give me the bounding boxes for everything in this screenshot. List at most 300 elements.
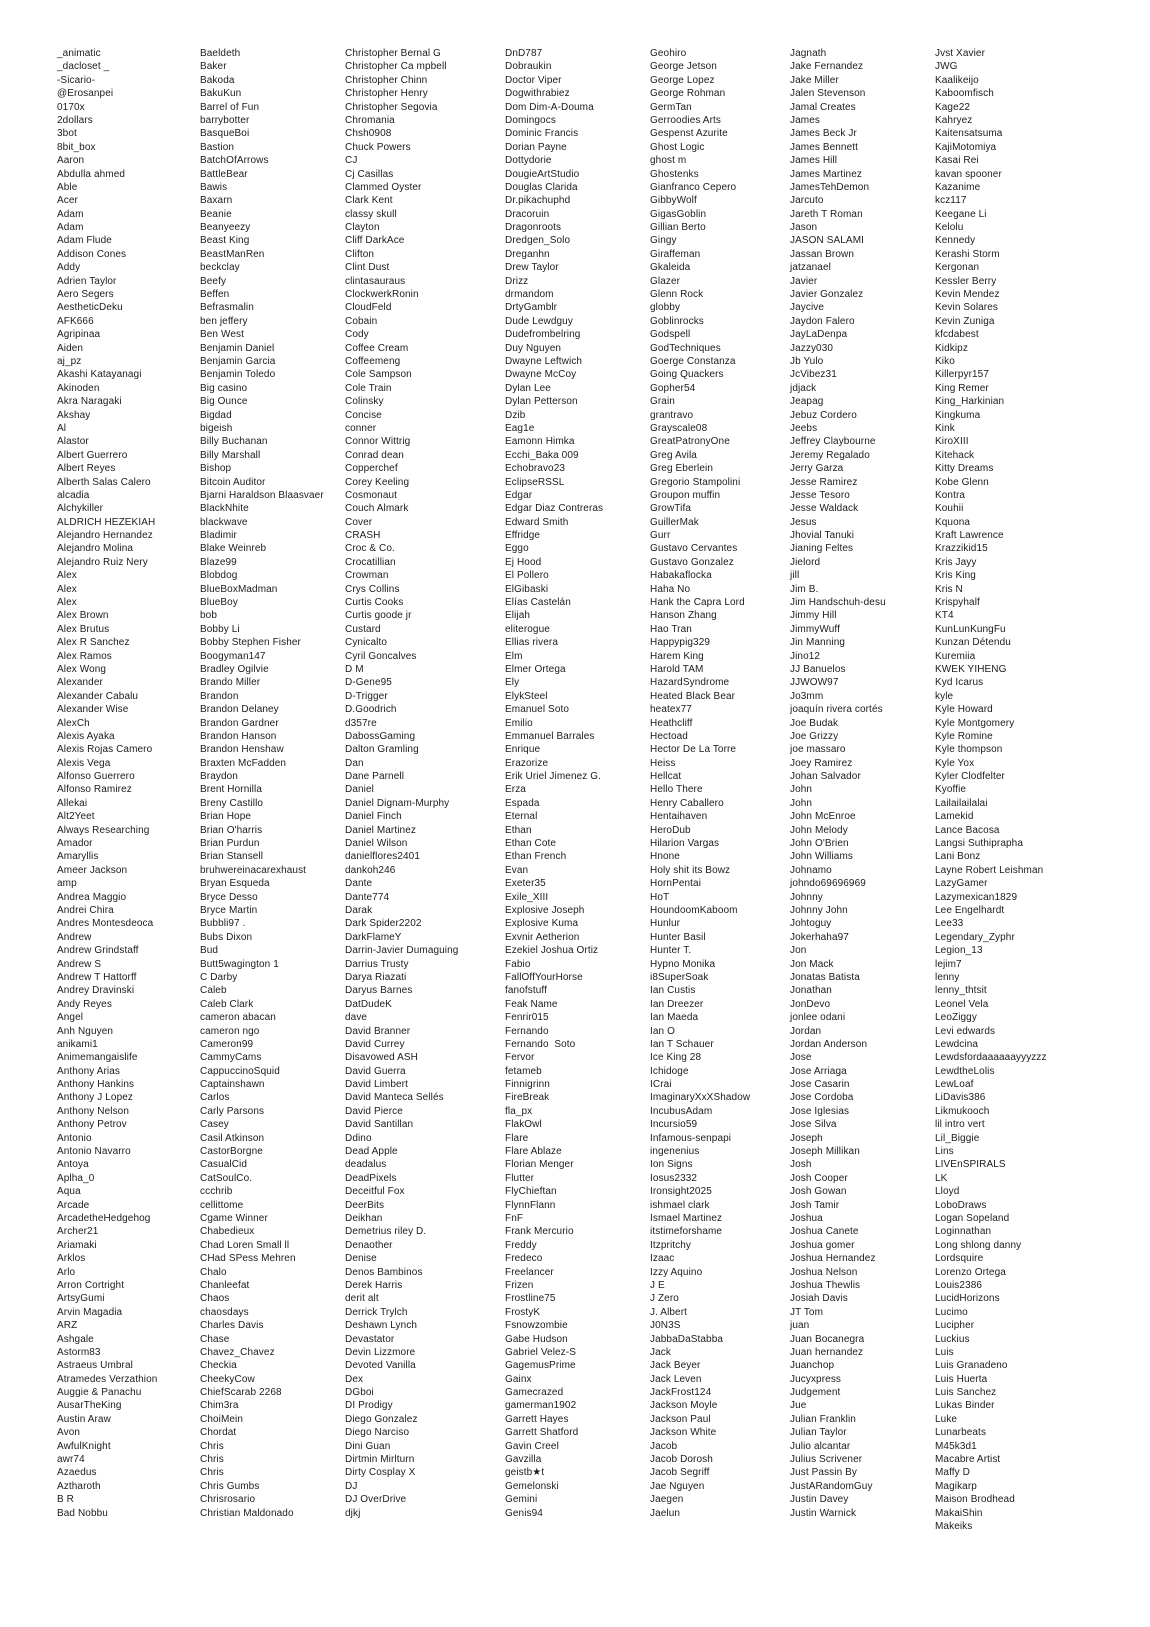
credit-name: Chavez_Chavez [200,1346,275,1358]
credit-name: Caleb [200,985,227,997]
credit-name: FlyChieftan [505,1186,557,1198]
credit-name: Heated Black Bear [650,690,736,702]
credit-name: Kerashi Storm [935,248,1000,260]
credit-name: Kyle Yox [935,757,975,769]
credit-name: Jeffrey Claybourne [790,436,876,448]
credit-name: Kaboomfisch [935,88,994,100]
credit-name: Charles Davis [200,1320,264,1332]
credit-name: Krispyhalf [935,597,980,609]
credit-name: Maffy D [935,1467,970,1479]
credit-name: Judgement [790,1387,841,1399]
credit-name: Jack Leven [650,1373,702,1385]
credit-name: Alex [57,583,77,595]
credit-name: Dr.pikachuphd [505,195,571,207]
credit-name: DJ [345,1480,358,1492]
credit-name: Eggo [505,543,529,555]
credit-name: Dead Apple [345,1146,398,1158]
credit-name: Kyle Montgomery [935,717,1015,729]
credit-name: Cliff DarkAce [345,235,405,247]
credit-name: Agripinaa [57,329,101,341]
credit-name: Jielord [790,556,821,568]
credit-name: kfcdabest [935,329,979,341]
credit-name: HazardSyndrome [650,677,730,689]
credit-name: Going Quackers [650,369,724,381]
credit-name: Kyle Howard [935,704,993,716]
credit-name: Avon [57,1427,81,1439]
credit-name: Jhovial Tanuki [790,530,855,542]
credit-name: kavan spooner [935,168,1002,180]
credit-name: Bud [200,945,219,957]
credit-name: KWEK YIHENG [935,663,1007,675]
credit-name: cameron ngo [200,1025,260,1037]
credit-name: Henry Caballero [650,797,724,809]
credit-name: Billy Marshall [200,449,261,461]
credit-name: Elm [505,650,523,662]
credit-name: joe massaro [790,744,846,756]
credit-name: Chris [200,1440,224,1452]
credit-name: Ian Custis [650,985,696,997]
credit-name: Kessler Berry [935,275,997,287]
credit-name: Makeiks [935,1520,973,1532]
credit-name: Blaze99 [200,556,237,568]
credit-name: Jon [790,945,807,957]
credit-name: Geohiro [650,48,687,59]
credit-name: _dacloset _ [57,61,110,73]
credit-name: Jonathan [790,985,832,997]
credit-name: Finnigrinn [505,1079,550,1091]
credit-name: Johan Salvador [790,771,861,783]
credit-name: GagemusPrime [505,1360,576,1372]
credit-name: Christopher Chinn [345,74,428,86]
credit-name: danielflores2401 [345,851,420,863]
credit-name: Adam [57,222,84,234]
credit-name: Dan [345,757,364,769]
credit-name: Jacob Segriff [650,1467,710,1479]
credit-name: LucidHorizons [935,1293,1000,1305]
credit-name: Cosmonaut [345,489,398,501]
credit-name: Kquona [935,516,971,528]
credit-name: Benjamin Daniel [200,342,275,354]
credit-name: Diego Gonzalez [345,1413,418,1425]
credit-name: jatzanael [790,262,831,274]
credit-name: CJ [345,155,358,167]
credit-name: Braxten McFadden [200,757,287,769]
credit-name: David Santillan [345,1119,414,1131]
credit-name: Lailailailalai [935,797,988,809]
credit-name: Ashgale [57,1333,94,1345]
credit-name: Josh Tamir [790,1199,840,1211]
credit-name: Effridge [505,530,541,542]
credit-name: Able [57,181,78,193]
credit-name: Jianing Feltes [790,543,854,555]
credit-name: Infamous-senpapi [650,1132,732,1144]
credit-name: classy skull [345,208,397,220]
credit-name: Jonatas Batista [790,971,860,983]
credit-name: Garrett Hayes [505,1413,569,1425]
credit-name: Leonel Vela [935,998,989,1010]
credit-name: Joe Budak [790,717,839,729]
credit-name: Luke [935,1413,958,1425]
credit-name: Alex R Sanchez [57,637,130,649]
credit-name: Chim3ra [200,1400,239,1412]
credit-name: Alastor [57,436,89,448]
credit-name: Christopher Ca mpbell [345,61,447,73]
credit-name: Caleb Clark [200,998,254,1010]
credit-name: Lewdsfordaaaaaayyyzzz [935,1052,1047,1064]
credit-name: Frank Mercurio [505,1226,574,1238]
credit-name: Alex Brutus [57,623,110,635]
credit-name: Kyler Clodfelter [935,771,1005,783]
credit-name: conner [345,422,377,434]
credit-name: George Jetson [650,61,717,73]
credit-name: Cover [345,516,373,528]
credit-name: Loginnathan [935,1226,992,1238]
credit-name: Drew Taylor [505,262,559,274]
credit-name: Joseph [790,1132,823,1144]
credit-name: lil intro vert [935,1119,985,1131]
credit-name: grantravo [650,409,694,421]
credit-name: Grain [650,396,675,408]
credit-name: Befrasmalin [200,302,254,314]
credit-name: Explosive Joseph [505,905,585,916]
credit-name: John O'Brien [790,838,849,850]
credit-name: Kris Jayy [935,556,977,568]
credit-name: Lorenzo Ortega [935,1266,1006,1278]
credit-name: Jose Arriaga [790,1065,847,1077]
credit-name: Ben West [200,329,244,341]
credit-name: clintasauraus [345,275,406,287]
credit-name: Beast King [200,235,250,247]
credit-name: Daniel Finch [345,811,402,823]
credit-name: Adam [57,208,84,220]
credit-name: Lamekid [935,811,974,823]
credit-name: Kazanime [935,181,981,193]
credit-name: Deikhan [345,1212,383,1224]
credit-name: Julian Taylor [790,1427,847,1439]
credit-name: kcz117 [935,195,967,207]
credit-name: FlakOwl [505,1119,542,1131]
credit-name: Flutter [505,1172,535,1184]
credit-name: Devin Lizzmore [345,1346,416,1358]
credit-name: Bryce Desso [200,891,258,903]
credit-name: globby [650,302,681,314]
credit-name: JustARandomGuy [790,1480,873,1492]
credit-name: FallOffYourHorse [505,971,583,983]
credit-name: Deceitful Fox [345,1186,405,1198]
credit-name: dave [345,1012,368,1024]
credit-name: Ezekiel Joshua Ortiz [505,945,599,957]
credit-name: D-Gene95 [345,677,392,689]
credit-name: Exile_XIII [505,891,549,903]
credit-name: _animatic [57,48,101,59]
credit-name: Kaalikeijo [935,74,979,86]
credit-name: Just Passin By [790,1467,857,1479]
credit-name: Kouhii [935,503,964,515]
credit-name: Jaydon Falero [790,315,855,327]
credit-name: Julius Scrivener [790,1454,863,1466]
credit-name: Adam Flude [57,235,112,247]
credit-name: JcVibez31 [790,369,837,381]
credit-name: ElykSteel [505,690,548,702]
credit-name: David Guerra [345,1065,406,1077]
credit-name: Jordan Anderson [790,1038,868,1050]
credit-name: Echobravo23 [505,463,566,475]
credit-name: Jesse Waldack [790,503,859,515]
credit-name: Colinsky [345,396,384,408]
credit-name: Layne Robert Leishman [935,864,1044,876]
credit-name: Bitcoin Auditor [200,476,266,488]
credit-name: JayLaDenpa [790,329,848,341]
credit-name: Alt2Yeet [57,811,95,823]
credit-name: Jack Beyer [650,1360,701,1372]
credit-name: LoboDraws [935,1199,987,1211]
credit-name: BlueBoxMadman [200,583,278,595]
credit-name: BeastManRen [200,248,265,260]
credit-name: Johtoguy [790,918,832,930]
credit-name: juan [790,1320,810,1332]
credit-name: JJ Banuelos [790,663,846,675]
credit-name: EclipseRSSL [505,476,565,488]
credit-name: DnD787 [505,48,543,59]
credit-name: Chase [200,1333,230,1345]
credit-name: HoT [650,891,670,903]
credit-name: Cgame Winner [200,1212,268,1224]
credit-name: Conrad dean [345,449,404,461]
credit-name: Drizz [505,275,529,287]
credit-name: Dante [345,878,373,890]
credit-name: Jalen Stevenson [790,88,866,100]
credit-name: Andrey Dravinski [57,985,135,997]
credit-name: beckclay [200,262,240,274]
credit-name: Gavin Creel [505,1440,559,1452]
credit-name: jonlee odani [790,1012,846,1024]
credit-name: ghost m [650,155,687,167]
credit-name: Jimmy Hill [790,610,837,622]
credit-name: Corey Keeling [345,476,410,488]
credit-name: Jackson White [650,1427,717,1439]
credit-name: Dobraukin [505,61,552,73]
credit-name: d357re [345,717,377,729]
credit-name: -Sicario- [57,74,96,86]
credit-name: LewdtheLolis [935,1065,995,1077]
credit-name: Fsnowzombie [505,1320,568,1332]
credit-name: Beffen [200,289,230,301]
credit-name: fanofstuff [505,985,547,997]
credits-column [57,47,199,1520]
credit-name: jdjack [790,382,817,394]
credit-name: Joseph Millikan [790,1146,860,1158]
credit-name: FireBreak [505,1092,550,1104]
credit-name: alcadia [57,489,90,501]
credit-name: Al [57,422,67,434]
credit-name: Arlo [57,1266,76,1278]
credit-name: Kris N [935,583,963,595]
credit-name: GibbyWolf [650,195,697,207]
credit-name: Goblinrocks [650,315,704,327]
credit-name: Edward Smith [505,516,569,528]
credit-name: Gurr [650,530,671,542]
credit-name: Ian Maeda [650,1012,699,1024]
credit-name: Kingkuma [935,409,981,421]
credit-name: Bishop [200,463,232,475]
credit-name: Ameer Jackson [57,864,128,876]
credit-name: Kennedy [935,235,976,247]
credit-name: gamerman1902 [505,1400,577,1412]
credit-name: Chromania [345,114,395,126]
credit-name: Arron Cortright [57,1279,125,1291]
credit-name: Incursio59 [650,1119,698,1131]
credit-name: Astorm83 [57,1346,101,1358]
credit-name: Akinoden [57,382,100,394]
credit-name: Izaac [650,1253,675,1265]
credits-column [345,47,504,1520]
credit-name: Christopher Bernal G [345,48,441,59]
credit-name: Ecchi_Baka 009 [505,449,579,461]
credit-name: Itzpritchy [650,1239,692,1251]
credit-name: Ian Dreezer [650,998,704,1010]
credit-name: Crys Collins [345,583,400,595]
credit-name: Alex Wong [57,663,107,675]
credit-name: David Manteca Sellés [345,1092,444,1104]
credit-name: Gemelonski [505,1480,559,1492]
credit-name: Joshua Thewlis [790,1279,861,1291]
credit-name: Lee33 [935,918,964,930]
credit-name: Flare [505,1132,529,1144]
credit-name: Cameron99 [200,1038,254,1050]
credit-name: Azaedus [57,1467,97,1479]
credit-name: Legendary_Zyphr [935,931,1015,943]
credit-name: Brandon [200,690,239,702]
credit-name: Luis Sanchez [935,1387,997,1399]
credit-name: Kahryez [935,114,973,126]
credit-name: ben jeffery [200,315,248,327]
credit-name: Enrique [505,744,541,756]
credit-name: Jackson Paul [650,1413,711,1425]
credit-name: Juan Bocanegra [790,1333,865,1345]
credit-name: James Bennett [790,141,859,153]
credit-name: Kage22 [935,101,971,113]
credit-name: Casil Atkinson [200,1132,265,1144]
credit-name: Ghost Logic [650,141,705,153]
credit-name: Dirty Cosplay X [345,1467,416,1479]
credit-name: Alexis Ayaka [57,730,115,742]
credit-name: Erazorize [505,757,549,769]
credit-name: Clifton [345,248,375,260]
credit-name: Beefy [200,275,227,287]
credit-name: Derrick Trylch [345,1306,408,1318]
credit-name: Denise [345,1253,377,1265]
credit-name: Denos Bambinos [345,1266,423,1278]
credit-name: D M [345,663,364,675]
credit-name: Krazzikid15 [935,543,988,555]
credit-name: Hunlur [650,918,681,930]
credit-name: Alejandro Hernandez [57,530,153,542]
credit-name: Kontra [935,489,966,501]
credit-name: Kyoffie [935,784,967,796]
credit-name: Cole Train [345,382,392,394]
credit-name: John Williams [790,851,853,863]
credit-name: Kasai Rei [935,155,979,167]
credit-name: Juanchop [790,1360,835,1372]
credit-name: Brandon Hanson [200,730,277,742]
credit-name: AlexCh [57,717,90,729]
credit-name: Luckius [935,1333,970,1345]
credit-name: M45k3d1 [935,1440,977,1452]
credit-name: Fervor [505,1052,535,1064]
credit-name: Fenrir015 [505,1012,549,1024]
credit-name: Antonio Navarro [57,1146,131,1158]
credit-name: fla_px [505,1105,533,1117]
credit-name: Gregorio Stampolini [650,476,741,488]
credit-name: Jae Nguyen [650,1480,705,1492]
credit-name: i8SuperSoak [650,971,709,983]
credit-name: Abdulla ahmed [57,168,126,180]
credit-name: Andrew Grindstaff [57,945,139,957]
credit-name: JT Tom [790,1306,824,1318]
credit-name: Fernando Soto [505,1038,576,1050]
credit-name: Chanleefat [200,1279,250,1291]
credit-name: DatDudeK [345,998,392,1010]
credit-name: Barrel of Fun [200,101,260,113]
credit-name: Albert Reyes [57,463,116,475]
credit-name: Gianfranco Cepero [650,181,737,193]
credit-name: Ethan Cote [505,838,557,850]
credit-name: Brian Purdun [200,838,260,850]
credit-name: Josiah Davis [790,1293,848,1305]
credit-name: Frizen [505,1279,534,1291]
credit-name: Ian T Schauer [650,1038,714,1050]
credit-name: Kaitensatsuma [935,128,1003,140]
credit-name: Chalo [200,1266,227,1278]
credit-name: Crowman [345,570,389,582]
credit-name: 0170x [57,101,85,113]
credit-name: Anthony Hankins [57,1079,135,1091]
credit-name: blackwave [200,516,248,528]
credit-name: Jon Mack [790,958,834,970]
credit-name: Hectoad [650,730,688,742]
credit-name: fetameb [505,1065,542,1077]
credit-name: Andrew S [57,958,102,970]
credit-name: Auggie & Panachu [57,1387,142,1399]
credit-name: Hilarion Vargas [650,838,720,850]
credit-name: Jacob [650,1440,678,1452]
credit-name: Haha No [650,583,691,595]
credit-name: Bubs Dixon [200,931,253,943]
credits-column [200,47,344,1520]
credit-name: Maison Brodhead [935,1494,1015,1506]
credit-name: Aztharoth [57,1480,101,1492]
credit-name: James [790,114,820,126]
credit-name: Brent Hornilla [200,784,262,796]
credit-name: Brian Stansell [200,851,264,863]
credit-name: Brian Hope [200,811,252,823]
credit-name: Joshua Nelson [790,1266,858,1278]
credit-name: Bubbli97 . [200,918,246,930]
credit-name: Dirtmin Mirlturn [345,1454,415,1466]
credit-name: Disavowed ASH [345,1052,418,1064]
credit-name: Bobby Li [200,623,240,635]
credit-name: Christian Maldonado [200,1507,294,1519]
credit-name: Jim Handschuh-desu [790,597,886,609]
credit-name: Jo3mm [790,690,824,702]
credit-name: Explosive Kuma [505,918,579,930]
credit-name: Jaycive [790,302,825,314]
credit-name: Lukas Binder [935,1400,995,1412]
credit-name: Gavzilla [505,1454,542,1466]
credit-name: Kelolu [935,222,964,234]
credit-name: Denaother [345,1239,393,1251]
credit-name: Gerroodies Arts [650,114,721,126]
